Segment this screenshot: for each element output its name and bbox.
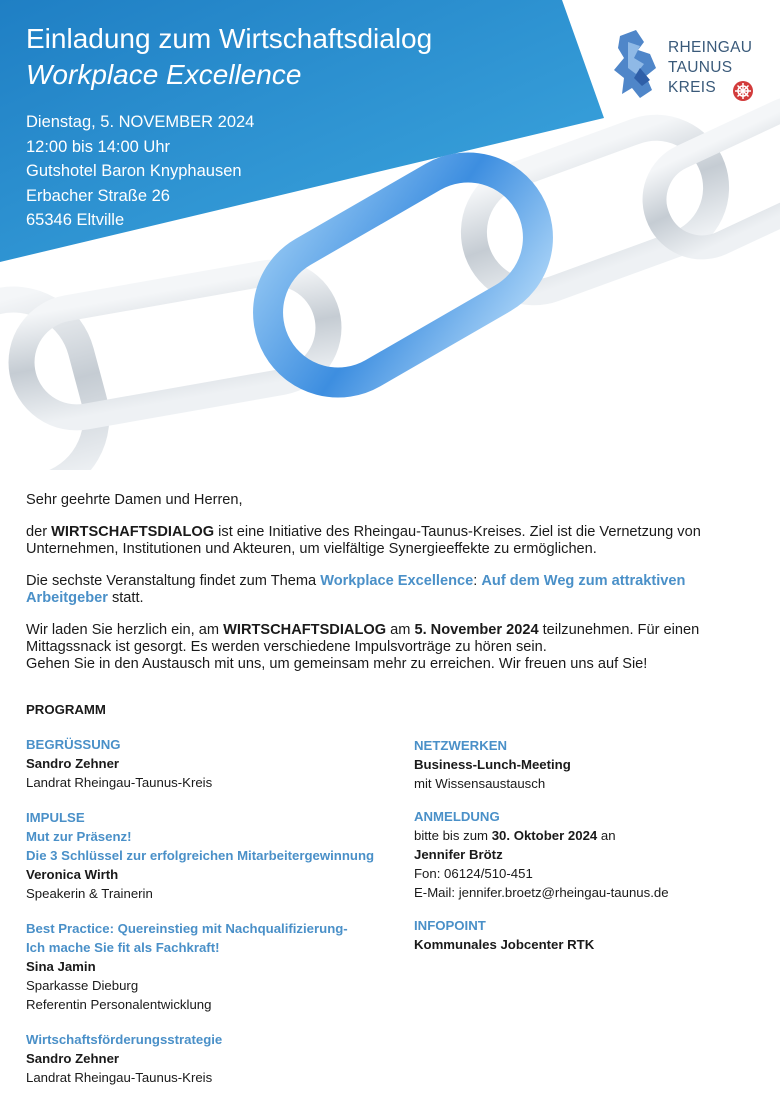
best-practice-role: Referentin Personalentwicklung (26, 997, 212, 1012)
reg-date: 30. Oktober 2024 (491, 828, 598, 843)
hero-section (0, 0, 780, 470)
networking-subtitle: mit Wissensaustausch (414, 776, 546, 791)
wheel-emblem-icon (732, 80, 754, 102)
p3-line-2: Gehen Sie in den Austausch mit uns, um gemeinsam mehr zu erreichen. Wir freuen uns auf Sie! (26, 656, 648, 672)
info-column (414, 736, 754, 954)
paragraph-3 (26, 622, 742, 673)
impulse-name: Veronica Wirth (26, 867, 119, 882)
impulse-heading: IMPULSE (26, 810, 85, 825)
strategy-role: Landrat Rheingau-Taunus-Kreis (26, 1070, 213, 1085)
invitation-letter (26, 492, 742, 688)
logo-line-1: RHEINGAU (668, 39, 753, 56)
strategy-heading: Wirtschaftsförderungsstrategie (26, 1032, 223, 1047)
greeting-role: Landrat Rheingau-Taunus-Kreis (26, 775, 213, 790)
page-subtitle: Workplace Excellence (26, 59, 302, 90)
p1-post: ist eine Initiative des Rheingau-Taunus-Kreises. Ziel ist die Vernetzung von Unternehmen, Institutionen und Akteuren, um vielfältige Synergieeffekte zu ermöglichen. (26, 524, 701, 557)
program-heading: PROGRAMM (26, 702, 106, 717)
event-city: 65346 Eltville (26, 211, 125, 229)
p3-post: teilzunehmen. Für einen Mittagssnack ist gesorgt. Es werden verschiedene Impulsvorträge zu hören sein. (26, 622, 700, 655)
infopoint-text: Kommunales Jobcenter RTK (414, 937, 595, 952)
greeting-heading: BEGRÜSSUNG (26, 737, 121, 752)
p2-highlight-2: Auf dem Weg zum attraktiven Arbeitgeber (26, 573, 686, 606)
event-date: Dienstag, 5. NOVEMBER 2024 (26, 113, 255, 131)
lion-crest-icon (610, 28, 666, 108)
best-practice-title-2: Ich mache Sie fit als Fachkraft! (26, 940, 220, 955)
reg-post: an (597, 828, 616, 843)
p2-colon: : (473, 573, 482, 589)
page-title: Einladung zum Wirtschaftsdialog (26, 23, 433, 54)
p2-post: statt. (107, 590, 144, 606)
impulse-title-1: Mut zur Präsenz! (26, 829, 132, 844)
impulse-title-2: Die 3 Schlüssel zur erfolgreichen Mitarbeitergewinnung (26, 848, 375, 863)
p3-bold-1: WIRTSCHAFTSDIALOG (223, 622, 387, 638)
program-column (26, 700, 396, 1087)
networking-title: Business-Lunch-Meeting (414, 757, 571, 772)
impulse-role: Speakerin & Trainerin (26, 886, 153, 901)
networking-heading: NETZWERKEN (414, 738, 508, 753)
rheingau-taunus-logo (610, 28, 760, 108)
registration-phone: Fon: 06124/510-451 (414, 866, 533, 881)
logo-line-3: KREIS (668, 79, 717, 96)
paragraph-1 (26, 524, 742, 558)
best-practice-org: Sparkasse Dieburg (26, 978, 139, 993)
event-venue: Gutshotel Baron Knyphausen (26, 162, 242, 180)
logo-line-2: TAUNUS (668, 59, 733, 76)
p3-bold-2: 5. November 2024 (414, 622, 539, 638)
banner (26, 22, 432, 233)
best-practice-title-1: Best Practice: Quereinstieg mit Nachqualifizierung- (26, 921, 348, 936)
paragraph-2 (26, 573, 742, 607)
p3-pre: Wir laden Sie herzlich ein, am (26, 622, 224, 638)
p3-mid: am (386, 622, 415, 638)
event-street: Erbacher Straße 26 (26, 186, 170, 205)
best-practice-name: Sina Jamin (26, 959, 96, 974)
greeting-name: Sandro Zehner (26, 756, 120, 771)
p2-pre: Die sechste Veranstaltung findet zum Thema (26, 573, 321, 589)
p1-bold: WIRTSCHAFTSDIALOG (51, 524, 215, 540)
infopoint-heading: INFOPOINT (414, 918, 486, 933)
registration-contact-name: Jennifer Brötz (414, 847, 503, 862)
strategy-name: Sandro Zehner (26, 1051, 120, 1066)
registration-email[interactable]: E-Mail: jennifer.broetz@rheingau-taunus.de (414, 885, 669, 900)
event-time: 12:00 bis 14:00 Uhr (26, 137, 171, 156)
p1-pre: der (26, 524, 52, 540)
registration-heading: ANMELDUNG (414, 809, 500, 824)
salutation: Sehr geehrte Damen und Herren, (26, 492, 243, 508)
p2-highlight-1: Workplace Excellence (320, 573, 474, 589)
reg-pre: bitte bis zum (414, 828, 492, 843)
registration-deadline (414, 826, 754, 845)
